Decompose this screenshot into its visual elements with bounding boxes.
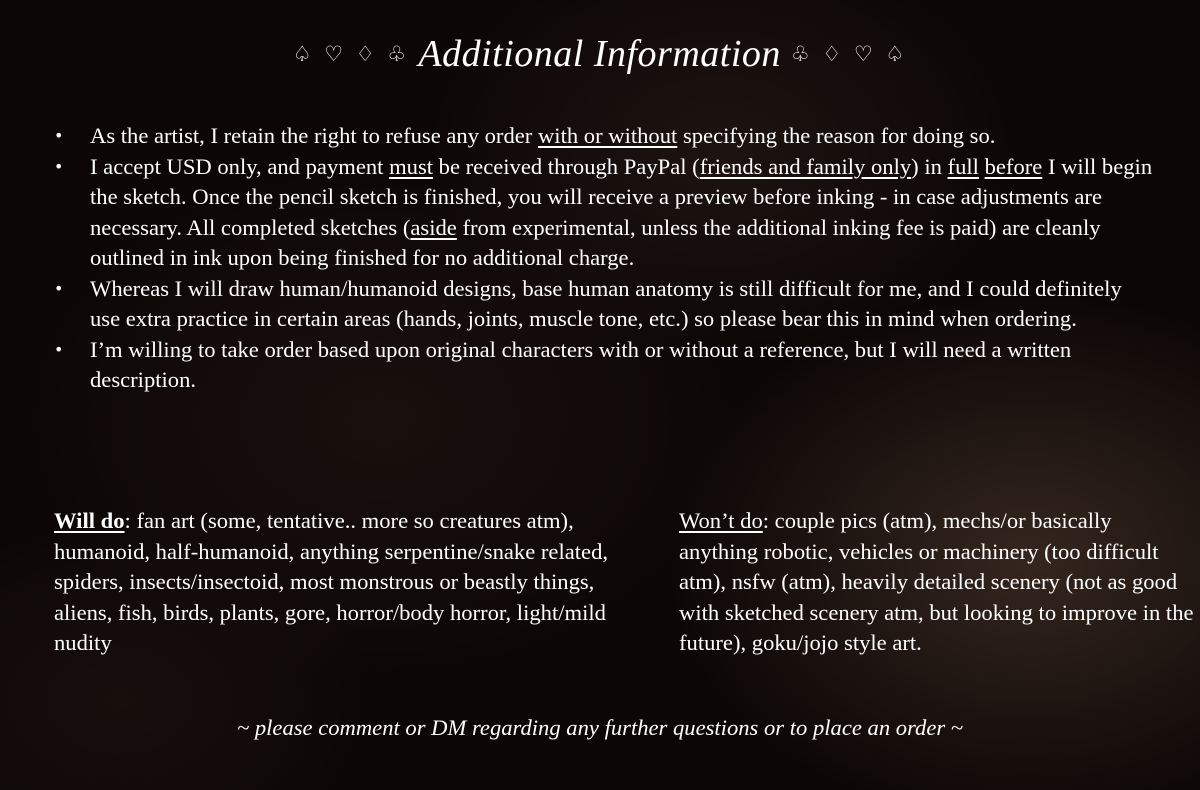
terms-list bbox=[54, 121, 1154, 396]
suits-left-icon: ♤ ♡ ♢ ♧ bbox=[292, 42, 410, 66]
bullet-icon: • bbox=[54, 278, 64, 298]
term-emphasis: aside bbox=[410, 214, 457, 240]
list-item bbox=[54, 121, 1154, 152]
wont-do-text: : couple pics (atm), mechs/or basically anything robotic, vehicles or machinery (too difficult atm), nsfw (atm), heavily detailed scenery (not as good with sketched scenery atm, but looking to improve in the future), goku/jojo style art. bbox=[679, 508, 1194, 655]
term-text: I’m willing to take order based upon original characters with or without a reference, but I will need a written description. bbox=[90, 336, 1072, 392]
list-item bbox=[54, 274, 1154, 335]
term-emphasis: before bbox=[984, 153, 1043, 179]
bullet-icon: • bbox=[54, 156, 64, 176]
will-do-label: Will do bbox=[54, 508, 125, 533]
page-title bbox=[0, 30, 1200, 78]
term-text: I will begin the sketch. Once the pencil sketch is finished, you will receive a preview before inking - in case adjustments are necessary. All completed sketches ( bbox=[90, 153, 1153, 240]
term-text: from experimental, unless the additional inking fee is paid) are cleanly outlined in ink upon being finished for no additional charge. bbox=[90, 214, 1101, 270]
list-item bbox=[54, 335, 1154, 396]
will-do-text: : fan art (some, tentative.. more so creatures atm), humanoid, half-humanoid, anything serpentine/snake related, spiders, insects/insectoid, most monstrous or beastly things, aliens, fish, birds, plants, gore, horror/body horror, light/mild nudity bbox=[54, 508, 609, 655]
term-text: specifying the reason for doing so. bbox=[677, 123, 996, 148]
term-text: be received through PayPal ( bbox=[433, 153, 700, 179]
list-item bbox=[54, 152, 1154, 274]
term-text: As the artist, I retain the right to refuse any order bbox=[90, 123, 538, 148]
term-emphasis: must bbox=[389, 153, 434, 179]
term-emphasis: friends and family only bbox=[699, 153, 912, 179]
footer-note: ~ please comment or DM regarding any further questions or to place an order ~ bbox=[236, 715, 964, 740]
term-text: Whereas I will draw human/humanoid designs, base human anatomy is still difficult for me, and I could definitely use extra practice in certain areas (hands, joints, muscle tone, etc.) so please bear this in mind when ordering. bbox=[90, 275, 1122, 331]
wont-do-section bbox=[679, 506, 1194, 659]
suits-right-icon: ♧ ♢ ♡ ♤ bbox=[790, 42, 908, 66]
term-emphasis: with or without bbox=[537, 123, 678, 148]
will-do-section bbox=[54, 506, 614, 659]
term-text: I accept USD only, and payment bbox=[90, 153, 390, 179]
term-text: ) in bbox=[911, 153, 948, 179]
bullet-icon: • bbox=[54, 126, 64, 145]
bullet-icon: • bbox=[54, 339, 64, 359]
term-emphasis: full bbox=[947, 153, 979, 179]
wont-do-label: Won’t do bbox=[679, 508, 763, 533]
title-text: Additional Information bbox=[418, 33, 781, 75]
